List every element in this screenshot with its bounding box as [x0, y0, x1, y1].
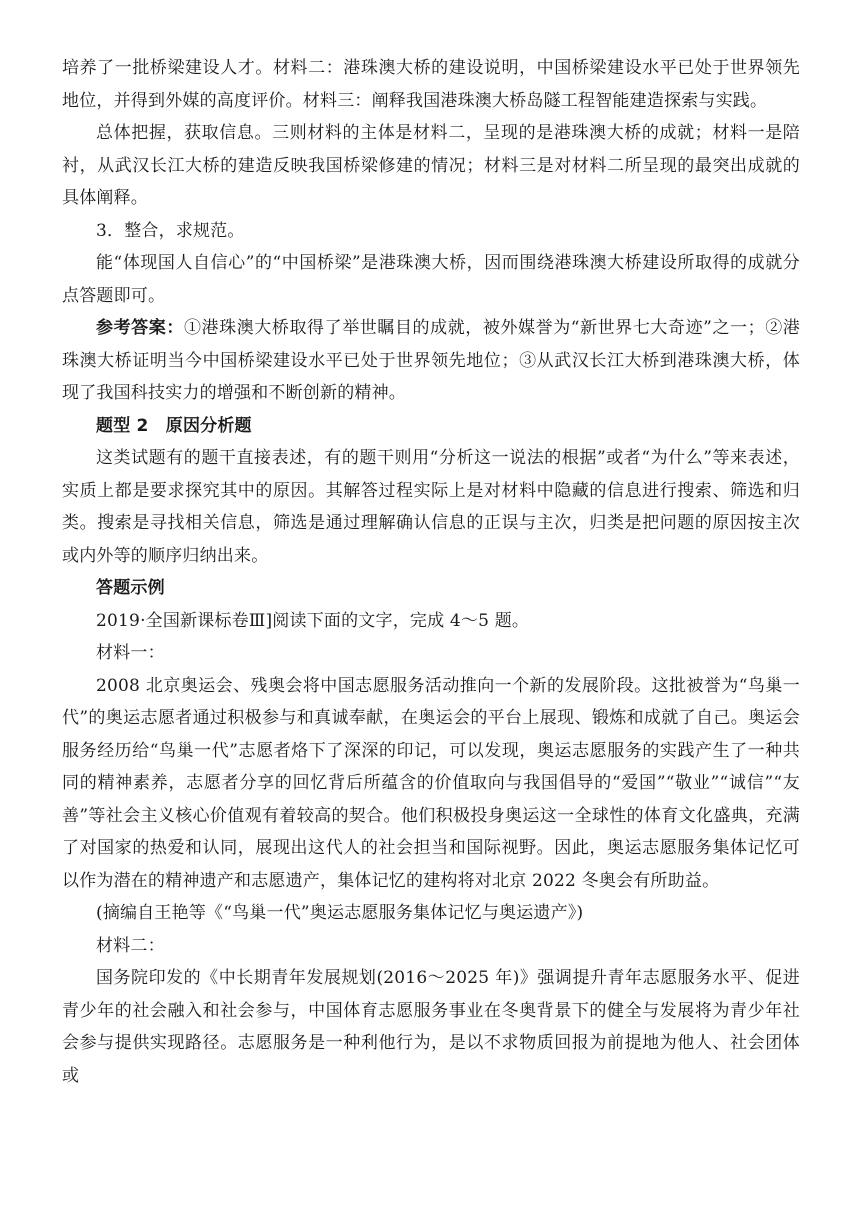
exam-source-line: 2019·全国新课标卷Ⅲ]阅读下面的文字，完成 4～5 题。: [96, 610, 530, 631]
step-3-heading: 3．整合，求规范。: [96, 220, 245, 241]
material-two-text: 国务院印发的《中长期青年发展规划(2016～2025 年)》强调提升青年志愿服务水平、促进青少年的社会融入和社会参与，中国体育志愿服务事业在冬奥背景下的健全与发展将为青少年社会参与提供实现路径。志愿服务是一种利他行为，是以不求物质回报为前提地为他人、社会团体或: [62, 968, 800, 1086]
reference-answer-label: 参考答案：: [96, 318, 184, 338]
section-heading-type-2: 题型 2 原因分析题: [96, 415, 252, 436]
paragraph-type-2-description: 这类试题有的题干直接表述，有的题干则用“分析这一说法的根据”或者“为什么”等来表述，实质上都是要求探究其中的原因。其解答过程实际上是对材料中隐藏的信息进行搜索、筛选和归类。搜索是寻找相关信息，筛选是通过理解确认信息的正误与主次，归类是把问题的原因按主次或内外等的顺序归纳出来。: [62, 448, 800, 566]
paragraph-material-summary: 培养了一批桥梁建设人才。材料二：港珠澳大桥的建设说明，中国桥梁建设水平已处于世界领先地位，并得到外媒的高度评价。材料三：阐释我国港珠澳大桥岛隧工程智能建造探索与实践。: [62, 58, 800, 111]
section-heading-example: 答题示例: [96, 578, 165, 598]
material-one-text: 2008 北京奥运会、残奥会将中国志愿服务活动推向一个新的发展阶段。这批被誉为“鸟巢一代”的奥运志愿者通过积极参与和真诚奉献，在奥运会的平台上展现、锻炼和成就了自己。奥运会服务经历给“鸟巢一代”志愿者烙下了深深的印记，可以发现，奥运志愿服务的实践产生了一种共同的精神素养，志愿者分享的回忆背后所蕴含的价值取向与我国倡导的“爱国”“敬业”“诚信”“友善”等社会主义核心价值观有着较高的契合。他们积极投身奥运这一全球性的体育文化盛典，充满了对国家的热爱和认同，展现出这代人的社会担当和国际视野。因此，奥运志愿服务集体记忆可以作为潜在的精神遗产和志愿遗产，集体记忆的建构将对北京 2022 冬奥会有所助益。: [62, 675, 800, 891]
paragraph-answer-hint: 能“体现国人自信心”的“中国桥梁”是港珠澳大桥，因而围绕港珠澳大桥建设所取得的成就分点答题即可。: [62, 253, 800, 306]
material-two-label: 材料二：: [96, 935, 165, 956]
material-one-citation: (摘编自王艳等《“鸟巢一代”奥运志愿服务集体记忆与奥运遗产》): [96, 903, 584, 923]
document-page: [62, 52, 800, 1092]
material-one-label: 材料一：: [96, 643, 165, 663]
reference-answer-text: ①港珠澳大桥取得了举世瞩目的成就，被外媒誉为“新世界七大奇迹”之一；②港珠澳大桥证明当今中国桥梁建设水平已处于世界领先地位；③从武汉长江大桥到港珠澳大桥，体现了我国科技实力的增强和不断创新的精神。: [62, 318, 800, 403]
paragraph-overall-grasp: 总体把握，获取信息。三则材料的主体是材料二，呈现的是港珠澳大桥的成就；材料一是陪衬，从武汉长江大桥的建造反映我国桥梁修建的情况；材料三是对材料二所呈现的最突出成就的具体阐释。: [62, 123, 800, 208]
reference-answer: [62, 312, 800, 410]
